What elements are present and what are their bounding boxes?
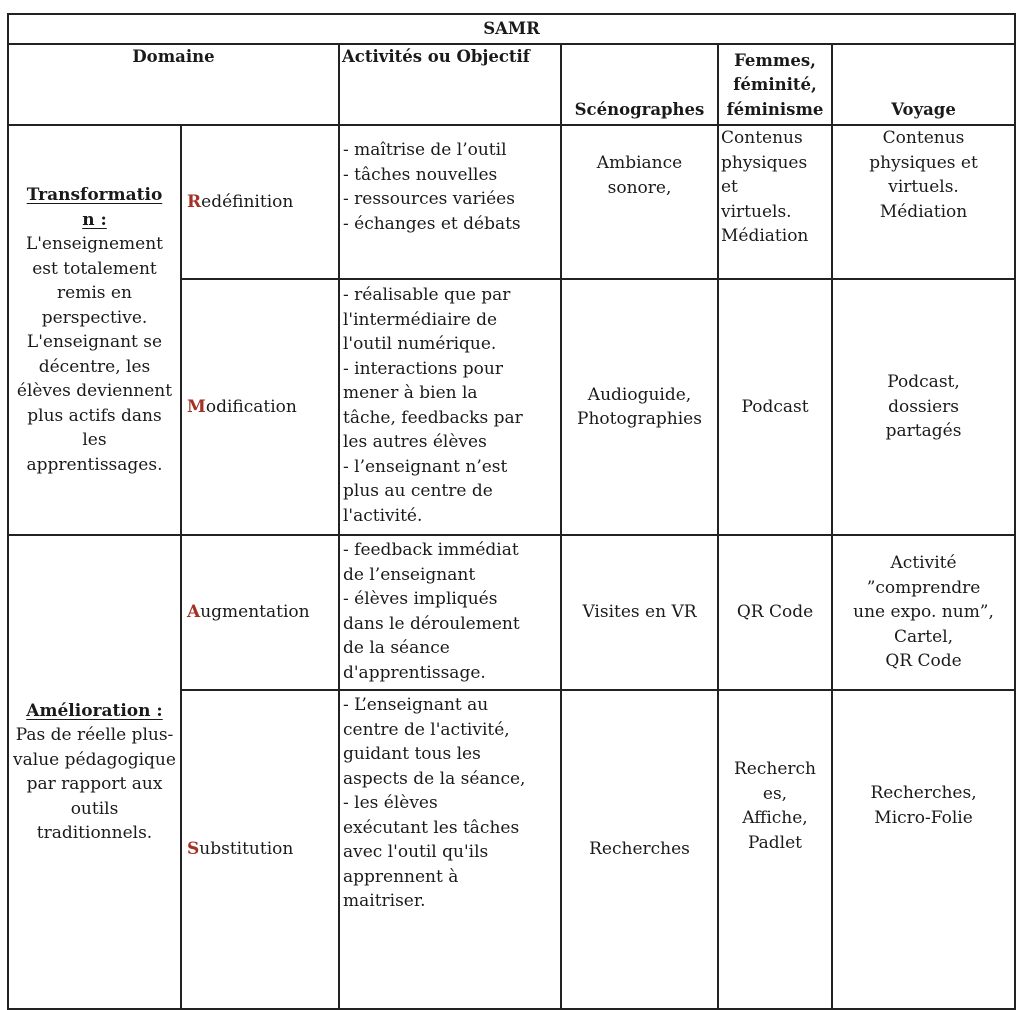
level-label: ugmentation xyxy=(200,602,310,623)
cell-line: partagés xyxy=(885,421,962,442)
voyage-cell xyxy=(832,279,1015,535)
activity-line: l'outil numérique. xyxy=(343,334,497,354)
activity-line: mener à bien la xyxy=(343,383,478,403)
activity-line: - les élèves xyxy=(343,793,438,813)
cell-line: physiques et xyxy=(869,152,978,173)
femmes-cell xyxy=(718,690,832,1009)
header-activites: Activités ou Objectif xyxy=(339,44,561,125)
level-letter: S xyxy=(187,839,200,860)
activity-line: - ressources variées xyxy=(343,189,515,209)
activity-line: - échanges et débats xyxy=(343,213,521,234)
level-letter: R xyxy=(187,191,202,212)
cell-line: et xyxy=(721,177,738,197)
table-row-redefinition xyxy=(8,125,1015,279)
header-domaine: Domaine xyxy=(8,44,339,125)
activity-line: dans le déroulement xyxy=(343,613,520,634)
cell-line: Visites en VR xyxy=(582,602,697,623)
activities-cell xyxy=(339,690,561,1009)
header-row xyxy=(8,44,1015,125)
activity-line: apprennent à xyxy=(343,866,459,887)
cell-line: QR Code xyxy=(885,651,962,672)
header-femmes xyxy=(718,44,832,125)
femmes-cell xyxy=(718,535,832,690)
domain-description: Pas de réelle plus-value pédagogique par rapport aux outils traditionnels. xyxy=(13,725,176,843)
cell-line: Podcast xyxy=(741,396,809,417)
activity-line: maitriser. xyxy=(343,891,426,911)
activity-line: - feedback immédiat xyxy=(343,540,519,560)
domain-amelioration xyxy=(8,535,181,1009)
cell-line: sonore, xyxy=(607,177,672,198)
cell-line: physiques xyxy=(721,152,808,173)
level-redefinition xyxy=(181,125,339,279)
femmes-cell xyxy=(718,125,832,279)
activity-line: - élèves impliqués xyxy=(343,589,498,609)
title-row xyxy=(8,14,1015,44)
activity-line: guidant tous les xyxy=(343,744,481,764)
level-augmentation xyxy=(181,535,339,690)
voyage-cell xyxy=(832,535,1015,690)
activity-line: plus au centre de xyxy=(343,481,493,501)
cell-line: une expo. num”, xyxy=(853,602,994,623)
activities-cell xyxy=(339,125,561,279)
activity-line: l'intermédiaire de xyxy=(343,309,498,330)
cell-line: Audioguide, xyxy=(587,384,692,405)
cell-line: Recherches, xyxy=(870,783,977,803)
domain-title: n : xyxy=(82,209,107,230)
activity-line: de l’enseignant xyxy=(343,564,476,585)
cell-line: Micro-Folie xyxy=(874,807,973,828)
activity-line: de la séance xyxy=(343,638,450,658)
cell-line: Photographies xyxy=(577,409,702,429)
cell-line: Podcast, xyxy=(887,372,960,393)
activity-line: exécutant les tâches xyxy=(343,817,520,838)
activity-line: - L’enseignant au xyxy=(343,695,489,715)
scenographes-cell xyxy=(561,125,718,279)
domain-description: L'enseignement est totalement remis en perspective. L'enseignant se décentre, les élèves deviennent plus actifs dans les apprentissages. xyxy=(16,234,173,475)
cell-line: virtuels. xyxy=(888,177,959,197)
level-letter: A xyxy=(187,602,201,623)
cell-line: Padlet xyxy=(747,832,803,853)
cell-line: Ambiance xyxy=(596,153,683,173)
activities-cell xyxy=(339,535,561,690)
domain-title: Amélioration : xyxy=(26,700,163,721)
header-femmes-line: féminité, xyxy=(733,75,817,94)
cell-line: Médiation xyxy=(721,226,809,246)
scenographes-cell xyxy=(561,690,718,1009)
header-femmes-line: féminisme xyxy=(726,99,824,119)
cell-line: Activité xyxy=(890,553,957,574)
table-title: SAMR xyxy=(8,14,1015,44)
activity-line: avec l'outil qu'ils xyxy=(343,842,489,862)
scenographes-cell xyxy=(561,279,718,535)
level-letter: M xyxy=(187,396,206,417)
level-label: ubstitution xyxy=(199,839,294,860)
level-label: odification xyxy=(205,396,297,417)
samr-table xyxy=(7,13,1016,1010)
voyage-cell xyxy=(832,690,1015,1009)
activity-line: - interactions pour xyxy=(343,358,503,379)
header-voyage: Voyage xyxy=(832,44,1015,125)
activity-line: - réalisable que par xyxy=(343,285,511,305)
cell-line: Médiation xyxy=(879,201,968,222)
activity-line: - maîtrise de l’outil xyxy=(343,140,507,160)
domain-title: Transformatio xyxy=(26,185,163,205)
cell-line: Recherch xyxy=(734,759,816,779)
cell-line: Affiche, xyxy=(742,808,808,828)
domain-transformation xyxy=(8,125,181,535)
header-femmes-line: Femmes, xyxy=(734,50,816,70)
cell-line: Cartel, xyxy=(894,626,954,647)
header-scenographes: Scénographes xyxy=(561,44,718,125)
cell-line: es, xyxy=(762,783,788,804)
level-label: edéfinition xyxy=(201,191,294,212)
table-row-augmentation xyxy=(8,535,1015,690)
activity-line: les autres élèves xyxy=(343,432,487,452)
cell-line: dossiers xyxy=(888,396,959,417)
cell-line: Contenus xyxy=(882,128,965,148)
activities-cell xyxy=(339,279,561,535)
cell-line: QR Code xyxy=(736,602,814,623)
activity-line: centre de l'activité, xyxy=(343,719,510,740)
cell-line: ”comprendre xyxy=(866,577,981,598)
activity-line: d'apprentissage. xyxy=(343,662,486,683)
cell-line: Contenus xyxy=(721,128,803,148)
activity-line: - l’enseignant n’est xyxy=(343,456,508,477)
femmes-cell xyxy=(718,279,832,535)
level-modification xyxy=(181,279,339,535)
voyage-cell xyxy=(832,125,1015,279)
activity-line: - tâches nouvelles xyxy=(343,164,498,185)
activity-line: l'activité. xyxy=(343,505,423,526)
cell-line: virtuels. xyxy=(721,201,792,222)
level-substitution xyxy=(181,690,339,1009)
scenographes-cell xyxy=(561,535,718,690)
activity-line: aspects de la séance, xyxy=(343,768,526,789)
cell-line: Recherches xyxy=(589,839,690,860)
activity-line: tâche, feedbacks par xyxy=(343,407,523,428)
